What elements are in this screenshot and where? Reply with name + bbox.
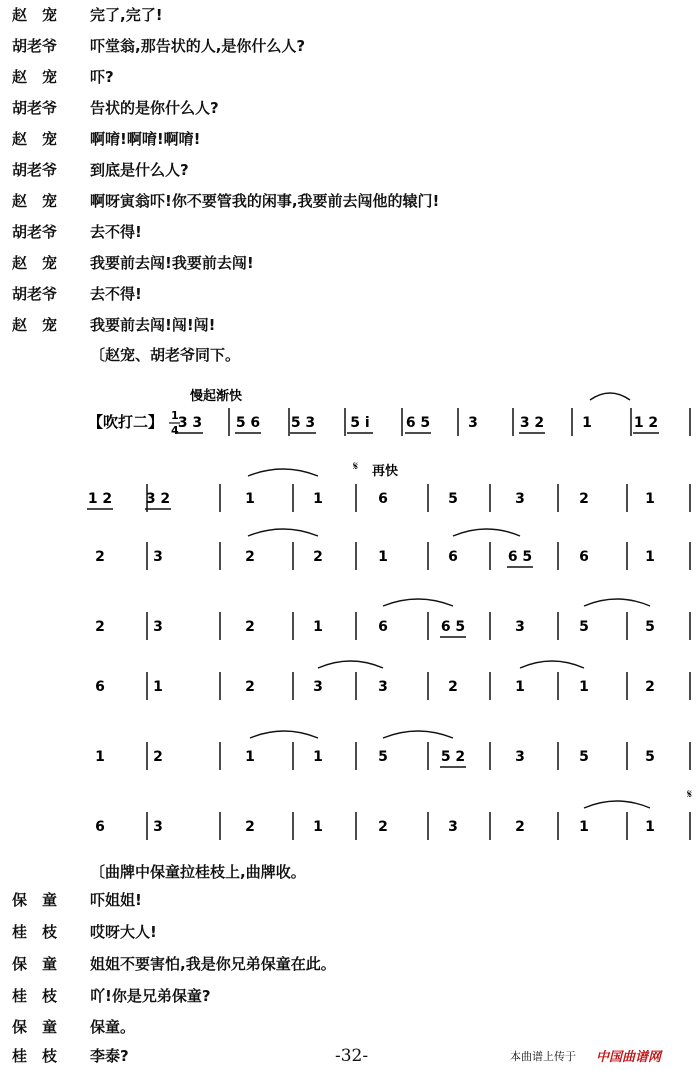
note-group: 5 2	[440, 749, 466, 765]
segno-sign: 𝄋	[353, 459, 359, 473]
note-group: 3	[153, 619, 163, 635]
note-group: 6	[95, 819, 105, 835]
note-group: 1	[245, 749, 255, 765]
note-group: 5	[448, 491, 458, 507]
note-group: 3	[515, 491, 525, 507]
note-group: 2	[95, 549, 105, 565]
line-text: 哎呀大人!	[90, 923, 157, 941]
speaker-name: 保 童	[12, 1018, 58, 1036]
speaker-name: 胡老爷	[12, 223, 58, 241]
slur	[453, 529, 520, 536]
speaker-name: 保 童	[12, 891, 58, 909]
note-group: 3	[153, 819, 163, 835]
time-signature-bottom: 4	[171, 424, 179, 437]
line-text: 啊呀寅翁吓!你不要管我的闲事,我要前去闯他的辕门!	[90, 192, 440, 210]
slur	[383, 599, 453, 606]
note-group: 2	[515, 819, 525, 835]
slur	[383, 731, 453, 738]
note-group: 1 2	[633, 415, 659, 431]
note-group: 2	[245, 679, 255, 695]
speaker-name: 赵 宠	[12, 6, 58, 24]
note-group: 1	[579, 819, 589, 835]
slur	[248, 469, 318, 476]
note-group: 3	[313, 679, 323, 695]
line-text: 完了,完了!	[90, 6, 163, 24]
speaker-name: 桂 枝	[12, 923, 58, 941]
upload-note: 本曲谱上传于	[510, 1050, 576, 1063]
slur	[250, 731, 318, 738]
line-text: 我要前去闯!闯!闯!	[90, 316, 216, 334]
slur	[584, 801, 650, 808]
note-group: 6	[448, 549, 458, 565]
note-group: 6	[378, 619, 388, 635]
note-group: 6 5	[507, 549, 533, 565]
note-group: 2	[579, 491, 589, 507]
stage-direction: 〔赵宠、胡老爷同下。	[90, 346, 241, 364]
line-text: 吓?	[90, 68, 114, 86]
speaker-name: 桂 枝	[12, 987, 58, 1005]
note-group: 1	[645, 491, 655, 507]
site-logo: 中国曲谱网	[596, 1050, 662, 1065]
score-label: 【吹打二】	[88, 413, 164, 431]
slur	[318, 661, 383, 668]
note-group: 1	[313, 819, 323, 835]
note-group: 2	[153, 749, 163, 765]
line-text: 吓姐姐!	[90, 891, 142, 909]
line-text: 保童。	[90, 1018, 136, 1036]
note-group: 5	[579, 619, 589, 635]
note-group: 6	[378, 491, 388, 507]
speaker-name: 赵 宠	[12, 192, 58, 210]
note-group: 2	[95, 619, 105, 635]
speaker-name: 赵 宠	[12, 316, 58, 334]
segno-sign: 𝄋	[687, 787, 693, 801]
note-group: 1	[153, 679, 163, 695]
note-group: 2	[645, 679, 655, 695]
note-group: 6 5	[405, 415, 431, 431]
note-group: 1	[645, 549, 655, 565]
note-group: 3	[515, 749, 525, 765]
line-text: 去不得!	[90, 285, 142, 303]
slur	[584, 599, 650, 606]
note-group: 6	[95, 679, 105, 695]
line-text: 李泰?	[90, 1047, 129, 1065]
note-group: 1	[582, 415, 592, 431]
speaker-name: 桂 枝	[12, 1047, 58, 1065]
speaker-name: 胡老爷	[12, 161, 58, 179]
stage-direction: 〔曲牌中保童拉桂枝上,曲牌收。	[90, 863, 306, 881]
note-group: 1	[313, 619, 323, 635]
note-group: 1 2	[87, 491, 113, 507]
note-group: 3	[515, 619, 525, 635]
tempo-marking: 再快	[372, 464, 399, 479]
note-group: 1	[313, 491, 323, 507]
note-group: 1	[515, 679, 525, 695]
note-group: 3 3	[177, 415, 203, 431]
note-group: 1	[245, 491, 255, 507]
note-group: 5	[579, 749, 589, 765]
line-text: 啊唷!啊唷!啊唷!	[90, 130, 201, 148]
line-text: 到底是什么人?	[90, 161, 189, 179]
note-group: 6	[579, 549, 589, 565]
note-group: 1	[579, 679, 589, 695]
slur	[520, 661, 584, 668]
time-signature-top: 1	[171, 409, 179, 422]
note-group: 1	[378, 549, 388, 565]
line-text: 吖!你是兄弟保童?	[90, 987, 211, 1005]
note-group: 1	[95, 749, 105, 765]
note-group: 2	[245, 549, 255, 565]
note-group: 5 6	[235, 415, 261, 431]
note-group: 1	[645, 819, 655, 835]
speaker-name: 保 童	[12, 955, 58, 973]
line-text: 姐姐不要害怕,我是你兄弟保童在此。	[90, 955, 336, 973]
line-text: 我要前去闯!我要前去闯!	[90, 254, 254, 272]
note-group: 2	[313, 549, 323, 565]
note-group: 5 3	[290, 415, 316, 431]
note-group: 3	[378, 679, 388, 695]
note-group: 2	[378, 819, 388, 835]
note-group: 3	[448, 819, 458, 835]
tempo-marking: 慢起渐快	[190, 389, 243, 404]
note-group: 3	[153, 549, 163, 565]
note-group: 3	[468, 415, 478, 431]
note-group: 2	[245, 819, 255, 835]
speaker-name: 赵 宠	[12, 130, 58, 148]
line-text: 吓堂翁,那告状的人,是你什么人?	[90, 37, 306, 55]
note-group: 5 i	[350, 415, 370, 431]
note-group: 3 2	[519, 415, 545, 431]
slur	[590, 393, 630, 400]
note-group: 3 2	[145, 491, 171, 507]
note-group: 5	[645, 749, 655, 765]
slur	[248, 529, 318, 536]
speaker-name: 赵 宠	[12, 254, 58, 272]
note-group: 5	[378, 749, 388, 765]
line-text: 告状的是你什么人?	[90, 99, 219, 117]
speaker-name: 赵 宠	[12, 68, 58, 86]
speaker-name: 胡老爷	[12, 99, 58, 117]
note-group: 2	[448, 679, 458, 695]
line-text: 去不得!	[90, 223, 142, 241]
page-number: -32-	[335, 1046, 369, 1066]
speaker-name: 胡老爷	[12, 285, 58, 303]
note-group: 6 5	[440, 619, 466, 635]
speaker-name: 胡老爷	[12, 37, 58, 55]
note-group: 5	[645, 619, 655, 635]
note-group: 2	[245, 619, 255, 635]
note-group: 1	[313, 749, 323, 765]
